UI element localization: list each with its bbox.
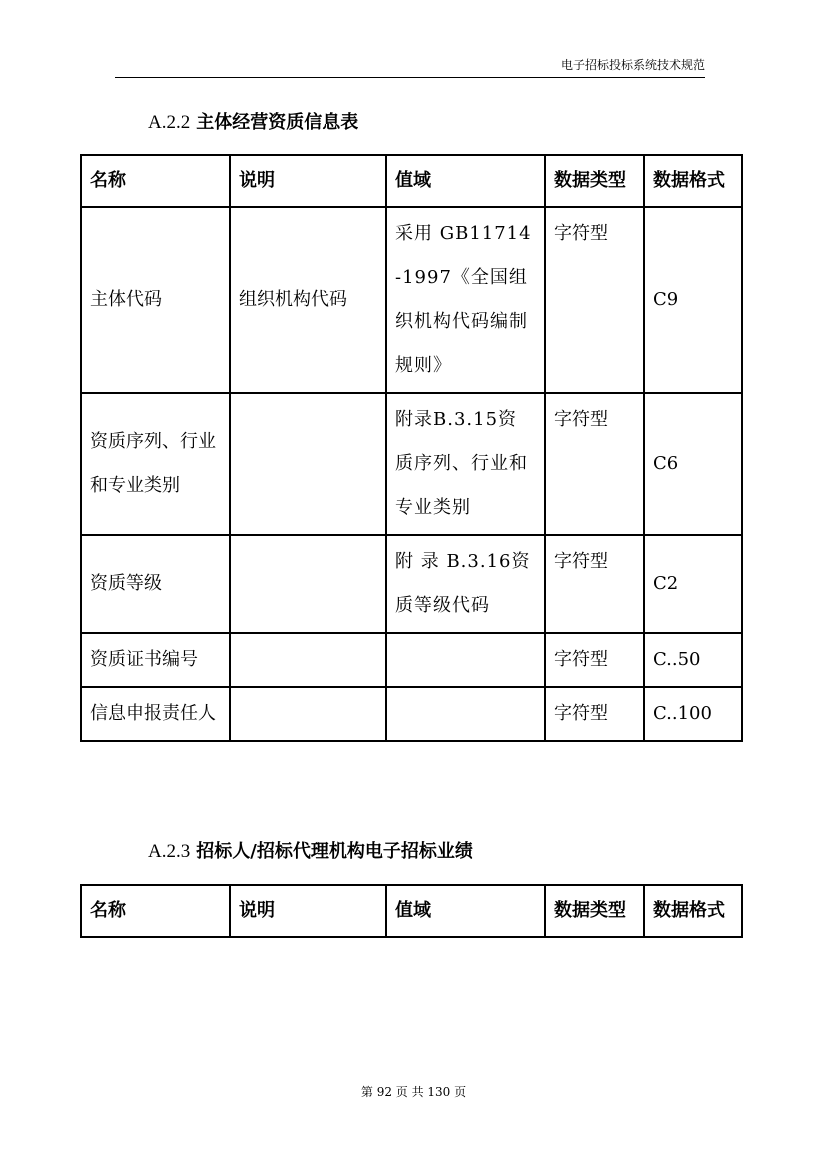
bidding-performance-table	[80, 884, 743, 938]
table-row	[81, 687, 742, 741]
cell-desc	[230, 393, 386, 535]
header-type: 数据类型	[545, 885, 644, 937]
cell-name: 资质序列、行业和专业类别	[81, 393, 230, 535]
cell-type: 字符型	[545, 393, 644, 535]
cell-range	[386, 687, 545, 741]
cell-type: 字符型	[545, 535, 644, 633]
cell-desc	[230, 633, 386, 687]
table-row	[81, 633, 742, 687]
cell-format: C9	[644, 207, 742, 393]
table-row	[81, 535, 742, 633]
header-format: 数据格式	[644, 885, 742, 937]
cell-desc: 组织机构代码	[230, 207, 386, 393]
table-header-row	[81, 155, 742, 207]
table-row	[81, 393, 742, 535]
section-title-a23	[148, 838, 473, 865]
page-footer: 第 92 页 共 130 页	[360, 1085, 467, 1099]
header-range: 值域	[386, 885, 545, 937]
cell-format: C2	[644, 535, 742, 633]
cell-name: 主体代码	[81, 207, 230, 393]
header-name: 名称	[81, 885, 230, 937]
cell-format: C..50	[644, 633, 742, 687]
cell-name: 资质等级	[81, 535, 230, 633]
header-format: 数据格式	[644, 155, 742, 207]
cell-desc	[230, 535, 386, 633]
cell-format: C..100	[644, 687, 742, 741]
cell-type: 字符型	[545, 687, 644, 741]
header-type: 数据类型	[545, 155, 644, 207]
header-desc: 说明	[230, 155, 386, 207]
cell-name: 信息申报责任人	[81, 687, 230, 741]
header-name: 名称	[81, 155, 230, 207]
cell-type: 字符型	[545, 633, 644, 687]
section-heading: 招标人/招标代理机构电子招标业绩	[196, 841, 473, 862]
cell-format: C6	[644, 393, 742, 535]
section-title-a22	[148, 109, 358, 136]
cell-range: 附 录 B.3.16资质等级代码	[386, 535, 545, 633]
cell-range	[386, 633, 545, 687]
cell-name: 资质证书编号	[81, 633, 230, 687]
cell-type: 字符型	[545, 207, 644, 393]
header-desc: 说明	[230, 885, 386, 937]
table-row	[81, 207, 742, 393]
cell-desc	[230, 687, 386, 741]
table-header-row	[81, 885, 742, 937]
cell-range: 采用 GB11714-1997《全国组织机构代码编制规则》	[386, 207, 545, 393]
section-number: A.2.3	[148, 841, 191, 862]
running-header: 电子招标投标系统技术规范	[115, 56, 705, 78]
section-heading: 主体经营资质信息表	[196, 112, 359, 133]
header-range: 值域	[386, 155, 545, 207]
qualification-info-table	[80, 154, 743, 742]
cell-range: 附录B.3.15资质序列、行业和专业类别	[386, 393, 545, 535]
section-number: A.2.2	[148, 112, 191, 133]
